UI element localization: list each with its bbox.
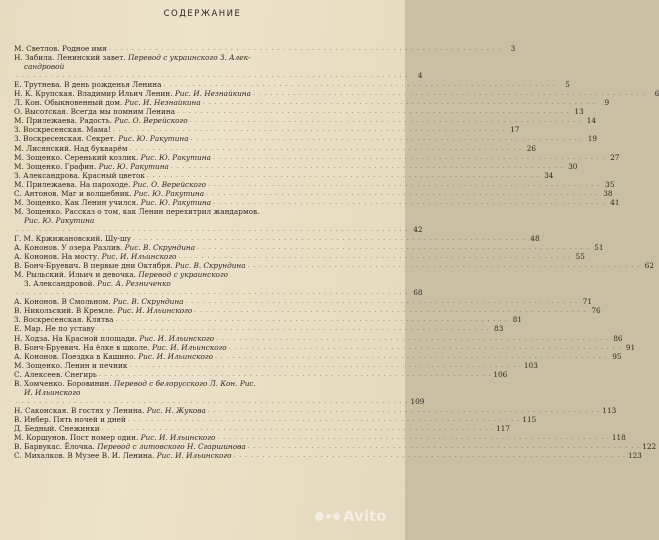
toc-entry-text [14,134,189,143]
toc-credit: Рис. И. Ильинского [117,306,193,316]
toc-leader [234,451,626,460]
toc-entry [14,188,613,198]
toc-page-number: 34 [544,170,554,180]
toc-leader [129,361,521,370]
toc-entry-text [14,270,228,279]
toc-page-number: 118 [611,433,626,443]
toc-leader [102,424,494,433]
toc-page-line [14,288,423,298]
toc-title: На мосту. [61,252,100,262]
toc-author: М. Зощенко. [14,360,63,370]
toc-entry-text [14,442,246,451]
toc-author: В. Инбер. [14,414,51,424]
toc-entry [14,80,570,90]
toc-author: М. Прилежаева. [14,116,78,126]
toc-page-number: 95 [612,351,622,361]
toc-leader [16,288,408,297]
toc-leader [248,442,640,451]
toc-author: В. Бонч-Бруевич. [14,342,81,352]
toc-credit: Перевод с литовского Н. Сгаршинова [97,442,246,452]
toc-page-number: 42 [413,224,423,234]
toc-page-number: 5 [565,80,570,90]
toc-credit: Рис. Ю. Ракутина [133,188,205,198]
toc-continuation-credit: Рис. А. Резниченко [97,279,171,289]
toc-entry [14,442,657,452]
toc-title: На пароходе. [79,179,131,189]
toc-title: Ёлочка. [64,442,95,452]
toc-title: Радость. [79,116,113,126]
watermark-text: Avito [343,507,387,525]
toc-entry [14,143,537,153]
toc-author: З. Воскресенская. [14,315,84,325]
toc-author: М. Коршунов. [14,433,68,443]
avito-logo-icon [315,512,340,521]
toc-entry [14,207,386,216]
toc-leader [185,297,577,306]
toc-page-number: 3 [510,44,516,53]
toc-leader [171,162,563,171]
toc-title: Владимир Ильич Ленин. [77,89,173,99]
toc-title: Снежинки [58,423,100,433]
toc-title: На ёлке в школе. [83,342,150,352]
toc-author: А. Кононов. [14,243,60,253]
toc-author: Г. М. Кржижановский. [14,233,103,243]
avito-watermark [315,504,393,528]
toc-continuation-credit: И. Ильинского [24,387,81,397]
toc-author: З. Александрова. [14,170,80,180]
toc-title: Снегирь [64,369,97,379]
toc-title: Пост номер один. [69,433,139,443]
toc-title: Графин. [64,161,97,171]
toc-title: Как Ленин учился. [64,197,139,207]
toc-page-number: 9 [604,98,610,108]
toc-author: В. Бонч-Бруевич. [14,261,81,271]
toc-leader [147,171,539,180]
toc-leader [203,98,595,107]
toc-page-number: 115 [522,414,537,424]
toc-author: М. Зощенко. [14,197,63,207]
toc-leader [248,261,640,270]
toc-title: В Музее В. И. Ленина. [67,451,155,461]
toc-page-number: 71 [582,297,592,307]
toc-title: В Смольном. [61,297,111,307]
toc-entry-text [14,116,188,125]
toc-page-number: 113 [602,405,617,415]
toc-author: В. Барвукас. [14,442,63,452]
toc-credit: Рис. И. Ильинского [151,342,227,352]
toc-page-number: 83 [494,324,504,334]
toc-author: М. Зощенко. [14,152,63,162]
toc-author: М. Светлов. [14,44,60,53]
toc-page-line [14,396,425,406]
toc-title: Маг и волшебник. [61,188,132,198]
toc-author: М. Зощенко. [14,161,63,171]
toc-entry-text [14,243,195,252]
toc-credit: Перевод с украинского З. Алек- [127,53,251,63]
toc-leader [208,180,600,189]
toc-leader [213,153,605,162]
toc-leader [190,116,582,125]
toc-page-line [14,224,423,234]
toc-entry-text [14,198,211,207]
toc-entry-text [14,352,213,361]
toc-entry-text [14,306,192,315]
toc-entry [14,107,584,117]
toc-author: Е. Трутнева. [14,80,62,90]
toc-entry [14,116,597,126]
toc-leader [208,406,600,415]
toc-entry [14,270,386,279]
toc-page-number: 68 [413,288,423,298]
toc-entry [14,161,578,171]
toc-leader [133,234,525,243]
toc-entry-text [14,315,114,324]
toc-leader [213,198,605,207]
toc-entry [14,351,622,361]
toc-entry [14,261,655,271]
toc-leader [109,44,501,53]
toc-title: В гостях у Ленина. [71,405,145,415]
toc-author: М. Зощенко. [14,206,63,216]
toc-entry [14,53,386,62]
toc-entry [14,179,615,189]
toc-page-number: 81 [512,315,522,325]
toc-page-number: 106 [493,369,508,379]
toc-entry [14,233,540,243]
toc-author: З. Воскресенская. [14,134,84,144]
toc-author: М. Рыльский. [14,270,67,280]
toc-title: Ленин и печник [64,360,128,370]
toc-leader [130,144,522,153]
toc-entry [14,360,538,370]
toc-leader [113,125,505,134]
toc-title: Поездка в Кашино. [61,351,136,361]
toc-page-number: 30 [568,161,578,171]
toc-entry-text [14,297,183,306]
toc-leader [216,334,608,343]
toc-entry-text [14,207,259,216]
toc-entry [14,423,510,433]
toc-credit: Рис. Ю. Ракутина [118,134,189,144]
toc-credit: Перевод с белорусского Л. Кон. Рис. [113,378,256,388]
toc-credit: Рис. Н. Жукова [146,405,206,415]
toc-author: С. Михалков. [14,451,66,461]
toc-entry [14,405,617,415]
toc-entry [14,333,623,343]
toc-credit: Рис. В. Скрундина [175,261,246,271]
toc-leader [99,370,491,379]
toc-entry-continuation [14,62,386,71]
toc-page-number: 122 [642,442,657,452]
toc-credit: Рис. И. Ильинского [140,433,216,443]
toc-author: М. Лисянский. [14,143,72,153]
toc-entry [14,433,626,443]
toc-credit: Рис. В. Скрундина [124,243,196,253]
toc-entry-text [14,334,214,343]
toc-leader [217,433,609,442]
toc-title: У озера Разлив. [61,243,123,253]
toc-title: В первые дни Октября. [83,261,173,271]
toc-entry-text [14,361,127,370]
toc-author: А. Кононов. [14,351,60,361]
toc-page-number: 26 [526,143,537,153]
toc-title: Над букварём [73,143,128,153]
toc-credit: Рис. И. Незнайкина [174,89,251,99]
toc-title: Ильич и девочка. [68,270,136,280]
toc-title: Красный цветок [82,170,145,180]
toc-entry-text [14,424,100,433]
toc-entry [14,134,598,144]
toc-title: Секрет. [86,134,116,144]
toc-entry-text [14,415,126,424]
toc-leader [97,324,489,333]
toc-page-number: 117 [496,423,510,433]
toc-credit: Рис. В. Скрундина [113,297,184,307]
toc-page-number: 86 [613,333,623,343]
toc-entry-text [14,107,175,116]
toc-credit: Рис. И. Незнайкина [124,98,201,108]
toc-entry-text [14,324,95,333]
toc-leader [16,397,408,406]
toc-credit: Рис. И. Ильинского [139,333,215,343]
toc-entry-continuation [14,388,386,397]
toc-author: Н. Саконская. [14,405,69,415]
toc-credit: Рис. И. Ильинского [101,252,177,262]
toc-page-number: 35 [605,179,615,189]
toc-page-number: 14 [586,116,597,126]
toc-page-number: 4 [417,71,423,81]
toc-entry [14,297,592,307]
toc-entry [14,197,620,207]
toc-entry-text [14,343,227,352]
toc-title: Серенький козлик. [64,152,139,162]
toc-author: В. Никольский. [14,306,74,316]
toc-credit: Рис. О. Верейского [132,179,206,189]
toc-title: На Красной площади. [52,333,137,343]
table-of-contents [14,44,659,461]
toc-page-number: 27 [610,152,620,162]
toc-page-number: 13 [574,107,584,117]
toc-entry-text [14,125,111,134]
toc-credit: Рис. Ю. Ракутина [140,152,211,162]
toc-page-number: 109 [410,396,425,406]
toc-page-number: 19 [587,134,598,144]
toc-leader [253,89,645,98]
toc-entry-text [14,171,145,180]
toc-title: Не по уставу [45,324,95,334]
toc-leader [197,243,589,252]
toc-title: В день рожденья Ленина [64,80,162,90]
toc-entry-text [14,80,161,89]
toc-title: Рассказ о том, как Ленин перехитрил жандармов. [64,206,260,216]
toc-entry-text [14,144,128,153]
toc-leader [178,252,570,261]
page-title: СОДЕРЖАНИЕ [163,9,242,19]
toc-entry [14,152,620,162]
toc-title: Боровинин. [66,378,112,388]
toc-author: М. Прилежаева. [14,179,78,189]
toc-entry-text [14,406,206,415]
toc-page-number: 51 [594,243,604,253]
toc-page-number: 41 [610,197,620,207]
toc-page-number: 76 [591,306,601,316]
toc-continuation-credit: Рис. Ю. Ракутина [24,215,95,225]
toc-credit: Рис. И. Ильинского [156,451,232,461]
toc-credit: Рис. Ю. Ракутина [98,161,169,171]
toc-title: Ленинский завет. [56,53,126,63]
toc-page-number: 48 [530,233,540,243]
toc-continuation-text: З. Александровой. [24,279,95,289]
toc-leader [215,352,607,361]
toc-leader [229,343,621,352]
toc-entry [14,306,601,316]
toc-entry-text [14,53,250,62]
toc-title: Шу-шу [104,233,132,243]
toc-entry [14,379,386,388]
toc-entry-text [14,451,232,460]
toc-leader [128,415,520,424]
toc-author: С. Антонов. [14,188,59,198]
toc-author: Е. Мар. [14,324,43,334]
toc-entry-continuation [14,216,386,225]
toc-entry [14,369,508,379]
toc-author: В. Хомченко. [14,378,65,388]
toc-page-number: 103 [523,360,538,370]
toc-credit: Перевод с украинского [138,270,229,280]
toc-author: Н. Ходза. [14,333,50,343]
toc-title: В Кремле. [75,306,116,316]
toc-leader [177,107,569,116]
toc-author: Д. Бедный. [14,423,57,433]
toc-entry-text [14,180,206,189]
toc-credit: Рис. О. Верейского [114,116,188,126]
toc-entry-text [14,98,201,107]
toc-title: Пять ночей и дней [53,414,126,424]
toc-entry [14,342,636,352]
toc-entry-text [14,189,204,198]
toc-entry [14,89,659,99]
toc-entry [14,324,504,334]
toc-page-number: 91 [625,342,636,352]
toc-page-number: 55 [575,252,585,262]
toc-leader [194,306,586,315]
toc-title: Всегда мы помним Ленина [70,107,176,117]
toc-entry-text [14,162,169,171]
toc-page-number: 6 [654,89,659,99]
toc-page-number: 123 [628,451,642,461]
toc-leader [206,189,598,198]
toc-entry-continuation [14,279,386,288]
toc-entry [14,414,537,424]
toc-entry [14,315,522,325]
toc-title: Родное имя [61,44,107,53]
toc-leader [16,225,408,234]
toc-entry-text [14,261,246,270]
toc-page-number: 38 [603,188,613,198]
toc-entry-text [14,234,131,243]
toc-author: С. Алексеев. [14,369,63,379]
toc-title: Обыкновенный дом. [44,98,123,108]
toc-entry-text [14,379,256,388]
toc-leader [191,134,583,143]
toc-leader [116,315,508,324]
toc-credit: Рис. И. Ильинского [138,351,213,361]
toc-author: Л. Кон. [14,98,42,108]
toc-author: Н. Забила. [14,53,55,63]
toc-entry [14,451,642,461]
toc-entry-text [14,252,176,261]
toc-page-line [14,71,423,81]
toc-leader [16,71,408,80]
toc-entry-text [14,370,97,379]
toc-author: А. Кононов. [14,297,60,307]
toc-entry [14,125,520,135]
toc-leader [163,80,555,89]
toc-entry [14,243,604,253]
toc-page-number: 62 [644,261,655,271]
toc-page-number: 17 [510,125,520,135]
toc-entry [14,98,610,108]
toc-entry-text [14,433,215,442]
toc-entry-text [14,153,211,162]
toc-entry [14,252,585,262]
toc-entry [14,44,516,53]
toc-entry [14,170,554,180]
toc-continuation-credit: сандровой [24,62,65,72]
toc-entry-text [14,44,107,53]
toc-author: А. Кононов. [14,252,60,262]
toc-title: Клятва [86,315,114,325]
toc-author: Н. К. Крупская. [14,89,75,99]
toc-entry-text [14,89,251,98]
toc-credit: Рис. Ю. Ракутина [140,197,212,207]
toc-title: Мама! [86,125,111,135]
toc-author: З. Воскресенская. [14,125,84,135]
toc-author: О. Высотская. [14,107,69,117]
